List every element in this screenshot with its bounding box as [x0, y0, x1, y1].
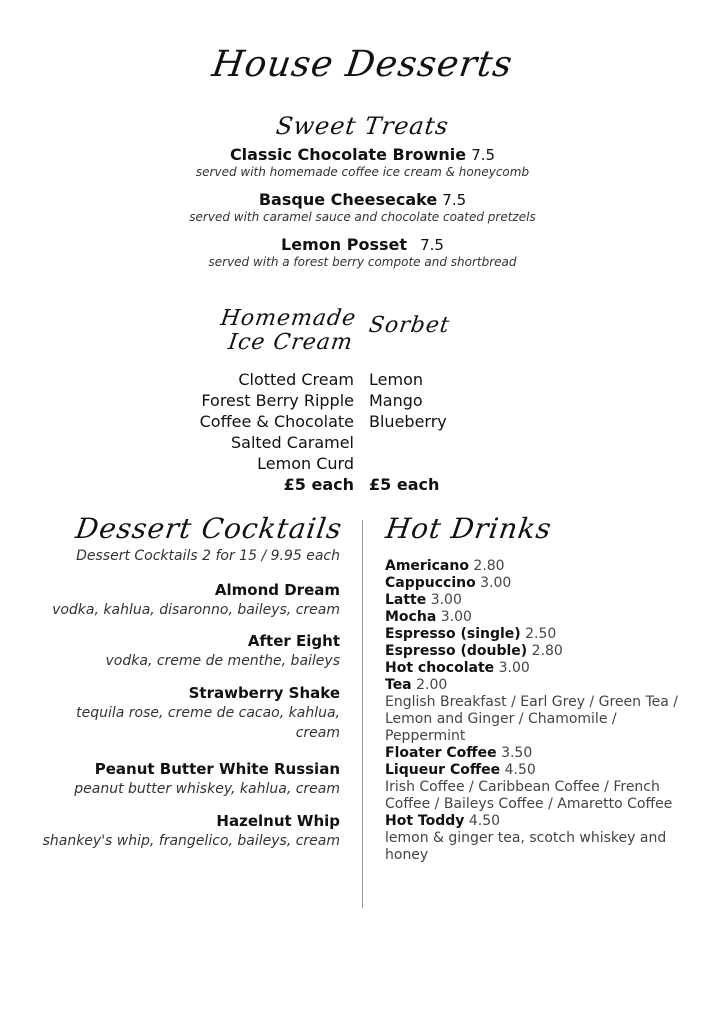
- cocktail-desc: shankey's whip, frangelico, baileys, cream: [42, 833, 340, 849]
- item-name: Basque Cheesecake: [258, 190, 438, 209]
- item-price: 7.5: [471, 146, 496, 164]
- cocktail-desc: peanut butter whiskey, kahlua, cream: [74, 781, 340, 797]
- drink-desc: Irish Coffee / Caribbean Coffee / French Coffee / Baileys Coffee / Amaretto Coffee: [385, 779, 673, 812]
- cocktail-item: [10, 759, 340, 799]
- ice-cream-heading: [215, 307, 357, 355]
- drink-price: 3.50: [501, 745, 533, 761]
- sorbet-list: [369, 369, 447, 495]
- drink-name: Mocha: [385, 609, 437, 625]
- drink-price: 4.50: [504, 762, 536, 778]
- item-name: Classic Chocolate Brownie: [229, 145, 467, 164]
- list-item: Blueberry: [369, 412, 447, 431]
- item-description: served with a forest berry compote and shortbread: [208, 255, 517, 269]
- drink-name: Tea: [385, 677, 412, 693]
- cocktail-desc: vodka, kahlua, disaronno, baileys, cream: [52, 602, 340, 618]
- sweet-treats-heading: Sweet Treats: [274, 112, 451, 140]
- drink-price: 2.80: [473, 558, 505, 574]
- cocktail-desc: vodka, creme de menthe, baileys: [105, 653, 340, 669]
- list-item: Lemon: [369, 370, 423, 389]
- cocktail-name: Hazelnut Whip: [216, 812, 340, 830]
- cocktail-name: Strawberry Shake: [188, 684, 340, 702]
- cocktails-offer: Dessert Cocktails 2 for 15 / 9.95 each: [76, 548, 340, 564]
- menu-item: [0, 235, 725, 254]
- hot-drinks-heading: Hot Drinks: [383, 512, 554, 545]
- menu-item: [0, 145, 725, 164]
- menu-item: [0, 190, 725, 209]
- list-item: [385, 745, 685, 762]
- list-item: [385, 558, 685, 575]
- drink-price: 2.00: [416, 677, 448, 693]
- list-item: Lemon Curd: [257, 454, 354, 473]
- item-price: 7.5: [442, 191, 467, 209]
- drink-desc: lemon & ginger tea, scotch whiskey and honey: [385, 830, 667, 863]
- drink-price: 2.50: [525, 626, 557, 642]
- cocktails-heading: Dessert Cocktails: [73, 512, 345, 545]
- list-item: [385, 677, 685, 694]
- drink-name: Hot Toddy: [385, 813, 465, 829]
- cocktail-item: [10, 631, 340, 671]
- ice-cream-price: £5 each: [283, 475, 354, 494]
- cocktail-name: After Eight: [247, 632, 340, 650]
- drink-name: Espresso (double): [385, 643, 528, 659]
- sorbet-price: £5 each: [369, 475, 440, 494]
- cocktail-desc: tequila rose, creme de cacao, kahlua, cream: [76, 705, 340, 741]
- item-description: served with caramel sauce and chocolate coated pretzels: [189, 210, 536, 224]
- list-item: [385, 609, 685, 626]
- list-item: Salted Caramel: [231, 433, 354, 452]
- drink-price: 3.00: [480, 575, 512, 591]
- drink-price: 2.80: [531, 643, 563, 659]
- ice-cream-heading-line2: Ice Cream: [226, 330, 355, 355]
- cocktail-item: [70, 683, 340, 743]
- item-description: served with homemade coffee ice cream & honeycomb: [195, 165, 530, 179]
- drink-name: Hot chocolate: [385, 660, 495, 676]
- drink-name: Latte: [385, 592, 427, 608]
- list-item: [385, 813, 685, 830]
- drink-price: 4.50: [468, 813, 501, 829]
- ice-cream-list: [200, 369, 354, 495]
- drink-name: Liqueur Coffee: [385, 762, 501, 778]
- cocktail-name: Almond Dream: [214, 581, 340, 599]
- cocktail-item: [10, 580, 340, 620]
- drink-name: Americano: [385, 558, 469, 574]
- column-divider: [362, 520, 363, 908]
- drink-name: Floater Coffee: [385, 745, 497, 761]
- list-item: Mango: [369, 391, 423, 410]
- drink-price: 3.00: [440, 609, 472, 625]
- list-item: Forest Berry Ripple: [201, 391, 354, 410]
- sorbet-heading: Sorbet: [367, 313, 452, 338]
- hot-drinks-list: [385, 558, 685, 864]
- list-item: Clotted Cream: [238, 370, 354, 389]
- item-name: Lemon Posset: [281, 235, 407, 254]
- list-item: [385, 592, 685, 609]
- drink-price: 3.00: [498, 660, 530, 676]
- list-item: Coffee & Chocolate: [199, 412, 354, 431]
- cocktail-name: Peanut Butter White Russian: [94, 760, 340, 778]
- spacer: [369, 432, 447, 474]
- list-item: [385, 575, 685, 592]
- list-item: [385, 660, 685, 677]
- list-item: [385, 643, 685, 660]
- ice-cream-heading-line1: Homemade: [218, 306, 358, 331]
- drink-desc: English Breakfast / Earl Grey / Green Tea / Lemon and Ginger / Chamomile / Peppermint: [385, 694, 678, 744]
- drink-price: 3.00: [430, 592, 462, 608]
- page-title: House Desserts: [209, 44, 516, 85]
- drink-name: Cappuccino: [385, 575, 476, 591]
- item-price: 7.5: [420, 236, 444, 254]
- list-item: [385, 626, 685, 643]
- drink-name: Espresso (single): [385, 626, 521, 642]
- list-item: [385, 762, 685, 779]
- cocktail-item: [10, 811, 340, 851]
